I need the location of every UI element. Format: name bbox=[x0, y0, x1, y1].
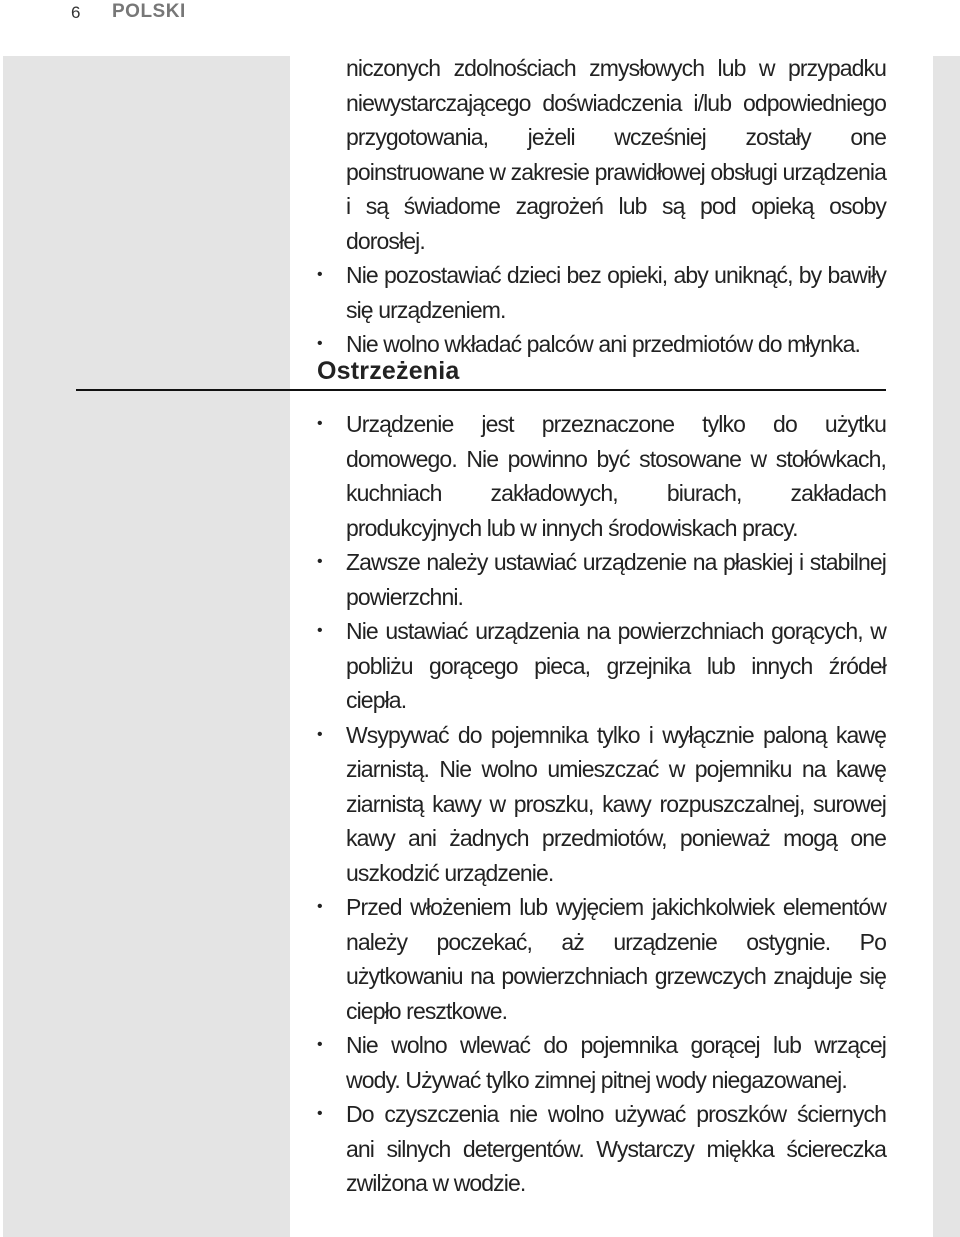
bullet-icon: • bbox=[317, 898, 322, 915]
heading-divider bbox=[76, 389, 886, 391]
list-item-text: Nie wolno wlewać do pojemnika gorącej lub wrzącej wody. Używać tylko zimnej pitnej wody niegazowanej. bbox=[346, 1032, 886, 1093]
language-section-label: POLSKI bbox=[112, 1, 186, 22]
list-item-text: Wsypywać do pojemnika tylko i wyłącznie paloną kawę ziarnistą. Nie wolno umieszczać w pojemniku na kawę ziarnistą kawy w proszku, kawy rozpuszczalnej, surowej kawy ani żadnych przedmiotów, ponieważ mogą one uszkodzić urządzenie. bbox=[346, 721, 886, 886]
right-margin-panel bbox=[933, 56, 960, 1237]
list-item bbox=[317, 545, 886, 614]
list-item-text: Zawsze należy ustawiać urządzenie na płaskiej i stabilnej powierzchni. bbox=[346, 549, 886, 610]
list-item bbox=[317, 890, 886, 1028]
list-item bbox=[317, 258, 886, 327]
list-item bbox=[317, 1028, 886, 1097]
page-header bbox=[0, 0, 960, 28]
intro-bullet-list bbox=[317, 258, 886, 362]
section-heading: Ostrzeżenia bbox=[317, 357, 460, 385]
bullet-icon: • bbox=[317, 1105, 322, 1122]
intro-section bbox=[317, 51, 886, 362]
list-item bbox=[317, 407, 886, 545]
bullet-icon: • bbox=[317, 1036, 322, 1053]
list-item-text: Urządzenie jest przeznaczone tylko do użytku domowego. Nie powinno być stosowane w stołówkach, kuchniach zakładowych, biurach, zakładach produkcyjnych lub w innych środowiskach pracy. bbox=[346, 411, 886, 541]
list-item-text: Przed włożeniem lub wyjęciem jakichkolwiek elementów należy poczekać, aż urządzenie ostygnie. Po użytkowaniu na powierzchniach grzewczych znajduje się ciepło resztkowe. bbox=[346, 894, 886, 1024]
bullet-icon: • bbox=[317, 266, 322, 283]
bullet-icon: • bbox=[317, 622, 322, 639]
list-item bbox=[317, 614, 886, 718]
list-item-text: Nie ustawiać urządzenia na powierzchniach gorących, w pobliżu gorącego pieca, grzejnika lub innych źródeł ciepła. bbox=[346, 618, 886, 713]
warnings-section bbox=[317, 407, 886, 1201]
page-number: 6 bbox=[71, 3, 81, 22]
list-item bbox=[317, 718, 886, 891]
intro-paragraph: niczonych zdolnościach zmysłowych lub w przypadku niewystarczającego doświadczenia i/lub odpowiedniego przygotowania, jeżeli wcześniej zostały one poinstruowane w zakresie prawidłowej obsługi urządzenia i są świadome zagrożeń lub są pod opieką osoby dorosłej. bbox=[346, 55, 886, 254]
bullet-icon: • bbox=[317, 725, 322, 743]
list-item-text: Do czyszczenia nie wolno używać proszków ściernych ani silnych detergentów. Wystarczy miękka ściereczka zwilżona w wodzie. bbox=[346, 1101, 886, 1196]
bullet-icon: • bbox=[317, 335, 322, 352]
left-margin-panel bbox=[3, 56, 290, 1237]
warnings-bullet-list bbox=[317, 407, 886, 1201]
bullet-icon: • bbox=[317, 415, 322, 432]
list-item-text: Nie pozostawiać dzieci bez opieki, aby uniknąć, by bawiły się urządzeniem. bbox=[346, 262, 886, 323]
list-item-text: Nie wolno wkładać palców ani przedmiotów do młynka. bbox=[346, 331, 861, 357]
bullet-icon: • bbox=[317, 553, 322, 570]
list-item bbox=[317, 1097, 886, 1201]
